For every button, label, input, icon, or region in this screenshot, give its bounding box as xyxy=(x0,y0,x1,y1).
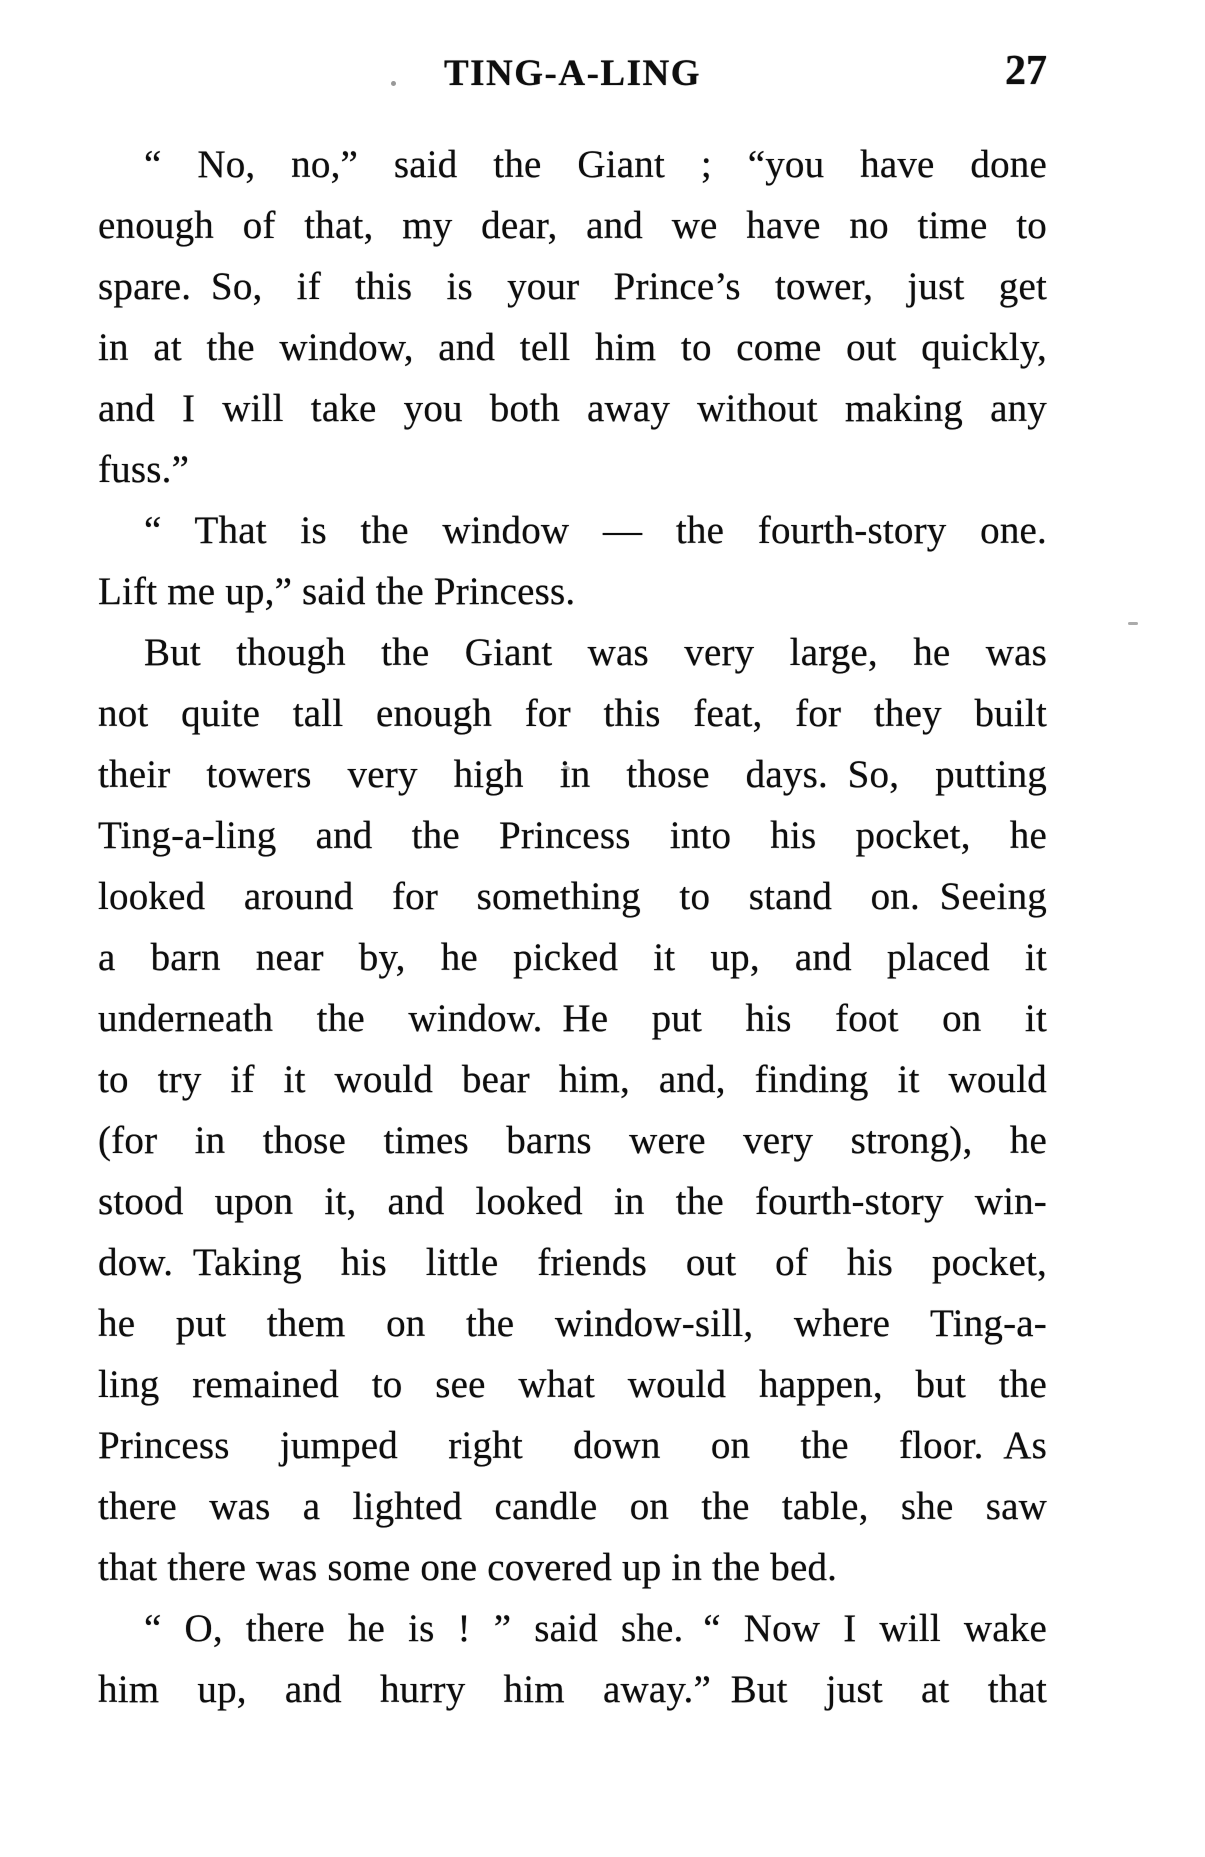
text-line: him up, and hurry him away.” But just at that xyxy=(98,1668,1047,1711)
scan-speck xyxy=(391,81,396,86)
text-line: he put them on the window-sill, where Ting-a- xyxy=(98,1302,1047,1345)
text-line: ling remained to see what would happen, but the xyxy=(98,1363,1047,1406)
text-line: and I will take you both away without making any xyxy=(98,387,1047,430)
text-line: their towers very high in those days. So, putting xyxy=(98,753,1047,796)
text-line: But though the Giant was very large, he was xyxy=(144,631,1047,674)
text-line: “ That is the window — the fourth-story one. xyxy=(144,509,1047,552)
scan-speck xyxy=(1128,622,1138,625)
text-line: a barn near by, he picked it up, and placed it xyxy=(98,936,1047,979)
paragraph xyxy=(98,622,1047,1598)
running-head-title: TING-A-LING xyxy=(443,53,702,94)
text-line: (for in those times barns were very strong), he xyxy=(98,1119,1047,1162)
text-line: Princess jumped right down on the floor. As xyxy=(98,1424,1047,1467)
page-number: 27 xyxy=(1005,48,1047,94)
text-line: “ O, there he is ! ” said she. “ Now I will wake xyxy=(144,1607,1047,1650)
text-line: spare. So, if this is your Prince’s tower, just get xyxy=(98,265,1047,308)
text-line: Ting-a-ling and the Princess into his pocket, he xyxy=(98,814,1047,857)
text-line: stood upon it, and looked in the fourth-story win- xyxy=(98,1180,1047,1223)
text-line: enough of that, my dear, and we have no time to xyxy=(98,204,1047,247)
text-line: fuss.” xyxy=(98,448,190,491)
text-line: Lift me up,” said the Princess. xyxy=(98,570,576,613)
text-line: “ No, no,” said the Giant ; “you have done xyxy=(144,143,1047,186)
paragraph xyxy=(98,500,1047,622)
text-line: underneath the window. He put his foot on it xyxy=(98,997,1047,1040)
text-line: not quite tall enough for this feat, for they built xyxy=(98,692,1047,735)
page-header xyxy=(98,48,1047,98)
text-line: looked around for something to stand on. Seeing xyxy=(98,875,1047,918)
paragraph xyxy=(98,134,1047,500)
text-line: that there was some one covered up in the bed. xyxy=(98,1546,838,1589)
body-text xyxy=(98,134,1047,1720)
text-line: in at the window, and tell him to come out quickly, xyxy=(98,326,1047,369)
paragraph xyxy=(98,1598,1047,1720)
text-line: to try if it would bear him, and, finding it would xyxy=(98,1058,1047,1101)
text-line: dow. Taking his little friends out of his pocket, xyxy=(98,1241,1047,1284)
text-line: there was a lighted candle on the table, she saw xyxy=(98,1485,1047,1528)
